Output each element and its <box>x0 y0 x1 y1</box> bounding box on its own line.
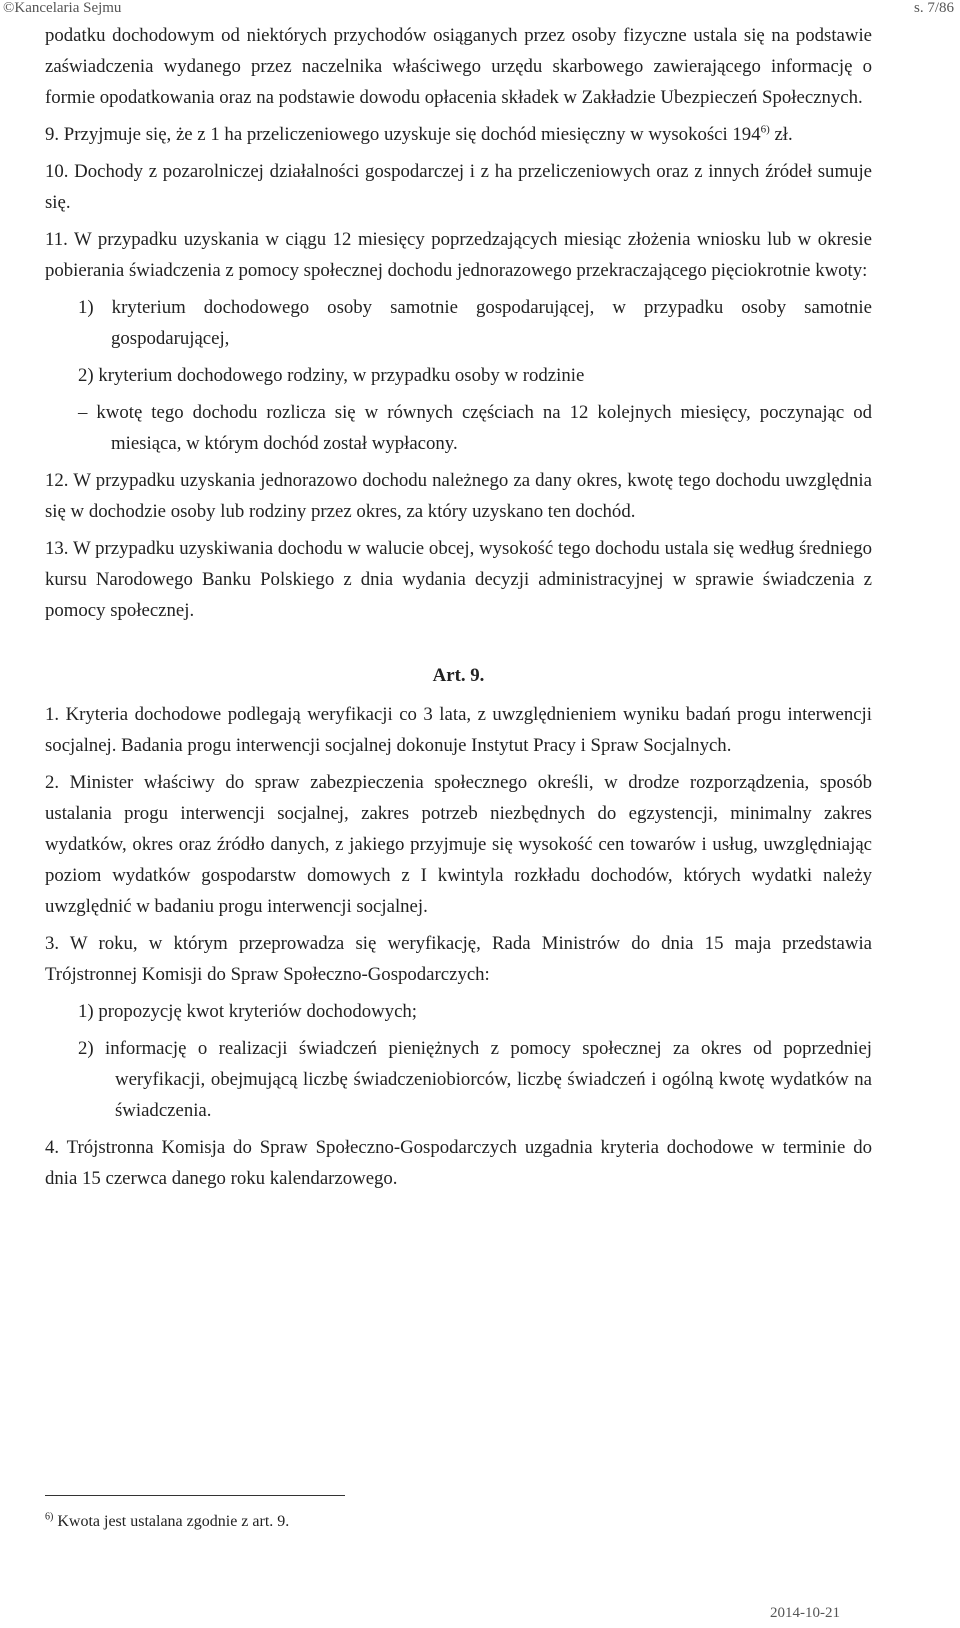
article-9-para-3: 3. W roku, w którym przeprowadza się weryfikację, Rada Ministrów do dnia 15 maja przedstawia Trójstronnej Komisji do Spraw Społeczno-Gospodarczych: <box>45 933 872 985</box>
paragraph-11: 11. W przypadku uzyskania w ciągu 12 miesięcy poprzedzających miesiąc złożenia wniosku lub w okresie pobierania świadczenia z pomocy społecznej dochodu jednorazowego przekraczającego pięciokrotnie kwoty: <box>45 229 872 281</box>
paragraph-9 <box>45 119 872 150</box>
footnote-mark: 6) <box>45 1511 54 1523</box>
footnote-ref[interactable]: 6) <box>760 123 770 136</box>
paragraph-12: 12. W przypadku uzyskania jednorazowo dochodu należnego za dany okres, kwotę tego dochodu uwzględnia się w dochodzie osoby lub rodziny przez okres, za który uzyskano ten dochód. <box>45 470 872 522</box>
paragraph-9-number: 9. <box>45 124 60 145</box>
paragraph-11-item-1: 1) kryterium dochodowego osoby samotnie gospodarującej, w przypadku osoby samotnie gospodarującej, <box>78 297 872 349</box>
footer-date: 2014-10-21 <box>770 1605 840 1621</box>
paragraph-9-text: Przyjmuje się, że z 1 ha przeliczeniowego uzyskuje się dochód miesięczny w wysokości 194 <box>63 124 761 145</box>
footnote <box>45 1512 289 1532</box>
paragraph-13: 13. W przypadku uzyskiwania dochodu w walucie obcej, wysokość tego dochodu ustala się według średniego kursu Narodowego Banku Polskiego z dnia wydania decyzji administracyjnej w sprawie świadczenia z pomocy społecznej. <box>45 538 872 621</box>
intro-paragraph: podatku dochodowym od niektórych przychodów osiąganych przez osoby fizyczne ustala się na podstawie zaświadczenia wydanego przez naczelnika właściwego urzędu skarbowego zawierającego informację o formie opodatkowania oraz na podstawie dowodu opłacenia składek w Zakładzie Ubezpieczeń Społecznych. <box>45 25 872 108</box>
document-body <box>45 20 872 1530</box>
paragraph-10: 10. Dochody z pozarolniczej działalności gospodarczej i z ha przeliczeniowych oraz z innych źródeł sumuje się. <box>45 161 872 213</box>
article-9-para-4: 4. Trójstronna Komisja do Spraw Społeczno-Gospodarczych uzgadnia kryteria dochodowe w terminie do dnia 15 czerwca danego roku kalendarzowego. <box>45 1137 872 1189</box>
paragraph-9-tail: zł. <box>769 124 793 145</box>
paragraph-11-item-2: 2) kryterium dochodowego rodziny, w przypadku osoby w rodzinie <box>78 365 585 386</box>
footnote-divider <box>45 1495 345 1496</box>
article-9-para-1: 1. Kryteria dochodowe podlegają weryfikacji co 3 lata, z uwzględnieniem wyniku badań progu interwencji socjalnej. Badania progu interwencji socjalnej dokonuje Instytut Pracy i Spraw Socjalnych. <box>45 704 872 756</box>
article-heading: Art. 9. <box>432 665 485 686</box>
page-number: s. 7/86 <box>913 0 954 16</box>
paragraph-11-dash: – kwotę tego dochodu rozlicza się w równych częściach na 12 kolejnych miesięcy, poczynając od miesiąca, w którym dochód został wypłacony. <box>78 402 872 454</box>
header-source: ©Kancelaria Sejmu <box>3 0 122 16</box>
article-9-para-3-item-1: 1) propozycję kwot kryteriów dochodowych; <box>78 1001 418 1022</box>
footnote-text: Kwota jest ustalana zgodnie z art. 9. <box>53 1513 290 1530</box>
article-9-para-3-item-2: 2) informację o realizacji świadczeń pieniężnych z pomocy społecznej za okres od poprzedniej weryfikacji, obejmującą liczbę świadczeniobiorców, liczbę świadczeń i ogólną kwotę wydatków na świadczenia. <box>78 1038 872 1121</box>
article-9-para-2: 2. Minister właściwy do spraw zabezpieczenia społecznego określi, w drodze rozporządzenia, sposób ustalania progu interwencji socjalnej, zakres potrzeb niezbędnych do egzystencji, minimalny zakres wydatków, okres oraz źródło danych, z jakiego przyjmuje się wysokość cen towarów i usług, uwzględniając poziom wydatków gospodarstw domowych z I kwintyla rozkładu dochodów, których wydatki należy uwzględnić w badaniu progu interwencji socjalnej. <box>45 772 872 917</box>
